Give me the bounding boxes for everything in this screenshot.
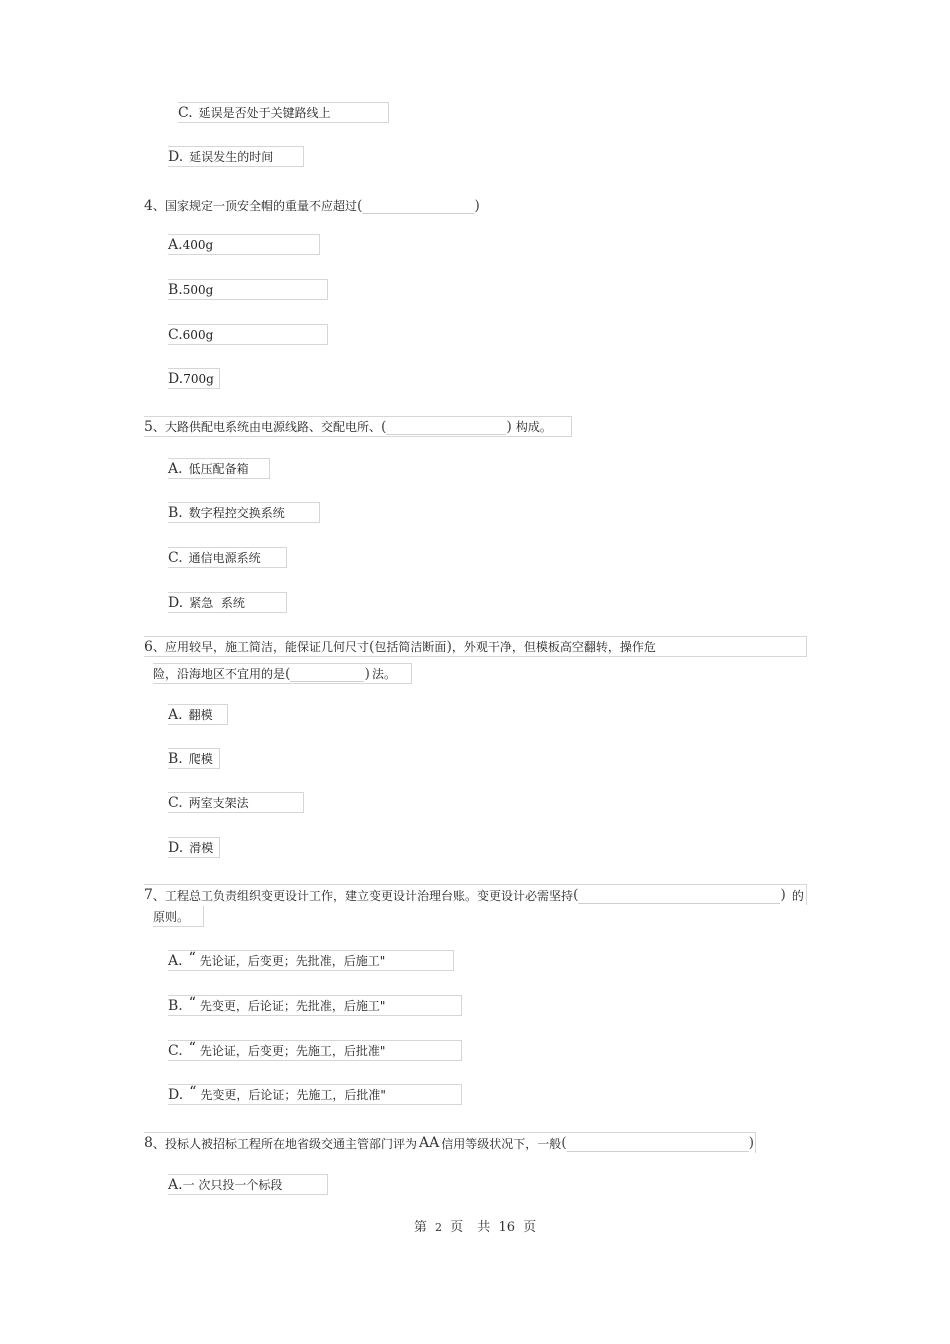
option-text: 延误发生的时间 xyxy=(189,150,274,164)
answer-blank[interactable] xyxy=(567,1135,749,1152)
question-suffix: 构成。 xyxy=(515,420,552,434)
question-separator: 、 xyxy=(152,420,165,434)
question-8 xyxy=(144,1132,756,1153)
option-letter: B. xyxy=(168,504,183,521)
option-text: 先论证，后变更；先批准，后施工" xyxy=(199,954,386,968)
option-letter: D. xyxy=(168,839,184,856)
q6-option-c[interactable] xyxy=(168,792,304,813)
option-letter: B. xyxy=(168,281,183,298)
answer-blank[interactable] xyxy=(362,197,474,214)
answer-paren-open: ( xyxy=(285,665,291,682)
q6-option-d[interactable] xyxy=(168,837,220,858)
option-text: 400g xyxy=(182,237,214,252)
option-text: 500g xyxy=(182,282,214,297)
question-5 xyxy=(144,416,572,437)
option-text: 爬模 xyxy=(188,752,213,766)
question-number: 5 xyxy=(144,418,153,435)
option-letter: A. xyxy=(168,706,183,723)
answer-paren-open: ( xyxy=(356,197,363,214)
current-page-number: 2 xyxy=(435,1221,442,1234)
question-text: 应用较早，施工简洁，能保证几何尺寸 xyxy=(164,640,369,654)
option-text: 先变更，后论证；先施工，后批准" xyxy=(200,1088,386,1102)
option-letter: C. xyxy=(168,549,183,566)
q5-option-c[interactable] xyxy=(168,547,287,568)
rating-label: AA xyxy=(418,1135,440,1151)
q7-option-a[interactable] xyxy=(168,950,454,971)
q5-option-d[interactable] xyxy=(168,592,287,613)
option-text: 700g xyxy=(183,371,214,386)
option-text: 600g xyxy=(182,327,214,342)
answer-blank[interactable] xyxy=(578,887,780,904)
question-6-line-1 xyxy=(144,636,807,657)
question-number: 6 xyxy=(144,638,153,655)
answer-paren-close: ) xyxy=(474,197,480,214)
option-text: 数字程控交换系统 xyxy=(188,506,285,520)
question-separator: 、 xyxy=(152,888,165,903)
question-text-end: 信用等级状况下，一般 xyxy=(441,1136,562,1151)
option-letter: A. xyxy=(168,952,183,969)
option-letter: A. xyxy=(168,460,183,477)
option-letter: D. xyxy=(168,370,184,387)
answer-paren-close: ) xyxy=(506,418,512,435)
option-letter: B. xyxy=(168,997,183,1014)
q4-option-c[interactable] xyxy=(168,324,328,345)
q3-option-c[interactable] xyxy=(178,102,389,123)
question-separator: 、 xyxy=(152,1136,165,1151)
answer-blank[interactable] xyxy=(290,665,364,682)
question-text: 大路供配电系统由电源线路、交配电所、 xyxy=(164,420,381,434)
question-text: 投标人被招标工程所在地省级交通主管部门评为 xyxy=(164,1136,417,1151)
option-text: 先变更，后论证；先批准，后施工" xyxy=(199,999,386,1013)
note-paren-close: ) xyxy=(446,638,452,655)
q6-option-a[interactable] xyxy=(168,704,228,725)
open-quote: “ xyxy=(188,949,196,966)
open-quote: “ xyxy=(188,1039,196,1056)
question-suffix: 的 xyxy=(791,888,804,903)
q7-option-d[interactable] xyxy=(168,1084,462,1105)
option-text: 两室支架法 xyxy=(188,796,249,810)
option-text: 滑模 xyxy=(189,841,214,855)
option-letter: D. xyxy=(168,1086,184,1103)
q6-option-b[interactable] xyxy=(168,748,220,769)
footer-prefix: 第 xyxy=(413,1220,427,1235)
answer-paren-open: ( xyxy=(561,1135,567,1151)
answer-paren-open: ( xyxy=(572,887,579,903)
option-letter: A. xyxy=(168,236,183,253)
question-suffix: 法。 xyxy=(371,667,396,681)
question-text: 工程总工负责组织变更设计工作，建立变更设计治理台账。变更设计必需坚持 xyxy=(164,888,573,903)
option-letter: A. xyxy=(168,1176,183,1193)
option-text: 翻模 xyxy=(188,708,213,722)
question-7-line-1 xyxy=(144,884,807,905)
option-text: 一 次只投一个标段 xyxy=(182,1178,283,1192)
answer-paren-close: ) xyxy=(748,1135,755,1151)
option-text: 紧急 系统 xyxy=(189,596,245,610)
question-text: 国家规定一顶安全帽的重量不应超过 xyxy=(164,199,357,213)
question-separator: 、 xyxy=(152,640,165,654)
footer-page-word: 页 xyxy=(450,1220,464,1235)
answer-paren-close: ) xyxy=(780,887,786,903)
answer-blank[interactable] xyxy=(386,418,506,435)
question-number: 4 xyxy=(144,197,153,214)
note-paren-open: ( xyxy=(368,638,375,655)
option-text: 通信电源系统 xyxy=(188,551,261,565)
question-text: 原则。 xyxy=(153,909,190,924)
q4-option-b[interactable] xyxy=(168,279,328,300)
note-text: 包括简洁断面 xyxy=(374,640,447,654)
open-quote: “ xyxy=(188,994,196,1011)
option-text: 延误是否处于关键路线上 xyxy=(198,106,331,120)
question-number: 7 xyxy=(144,887,153,903)
option-letter: C. xyxy=(178,104,193,121)
footer-total-word: 共 xyxy=(477,1220,491,1235)
total-page-count: 16 xyxy=(498,1220,515,1235)
option-letter: D. xyxy=(168,594,184,611)
q7-option-b[interactable] xyxy=(168,995,462,1016)
question-text: 险，沿海地区不宜用的是 xyxy=(153,667,286,681)
q4-option-d[interactable] xyxy=(168,368,220,389)
option-letter: B. xyxy=(168,750,183,767)
q7-option-c[interactable] xyxy=(168,1040,462,1061)
open-quote: “ xyxy=(189,1083,197,1100)
option-letter: C. xyxy=(168,326,183,343)
option-letter: D. xyxy=(168,148,184,165)
q5-option-a[interactable] xyxy=(168,458,270,479)
answer-paren-open: ( xyxy=(380,418,387,435)
q4-option-a[interactable] xyxy=(168,234,320,255)
option-letter: C. xyxy=(168,794,183,811)
question-4 xyxy=(144,195,480,216)
question-separator: 、 xyxy=(152,199,165,213)
q8-option-a[interactable] xyxy=(168,1174,328,1195)
answer-paren-close: ) xyxy=(364,665,370,682)
footer-total-suffix: 页 xyxy=(523,1220,537,1235)
q5-option-b[interactable] xyxy=(168,502,320,523)
question-7-line-2 xyxy=(153,906,204,927)
option-text: 低压配备箱 xyxy=(188,462,249,476)
question-6-line-2 xyxy=(153,663,412,684)
option-letter: C. xyxy=(168,1042,183,1059)
option-text: 先论证，后变更；先施工，后批准" xyxy=(199,1044,386,1058)
q3-option-d[interactable] xyxy=(168,146,304,167)
question-text-end: ，外观干净，但模板高空翻转，操作危 xyxy=(451,640,656,654)
question-number: 8 xyxy=(144,1135,153,1151)
page-footer xyxy=(0,1216,950,1235)
